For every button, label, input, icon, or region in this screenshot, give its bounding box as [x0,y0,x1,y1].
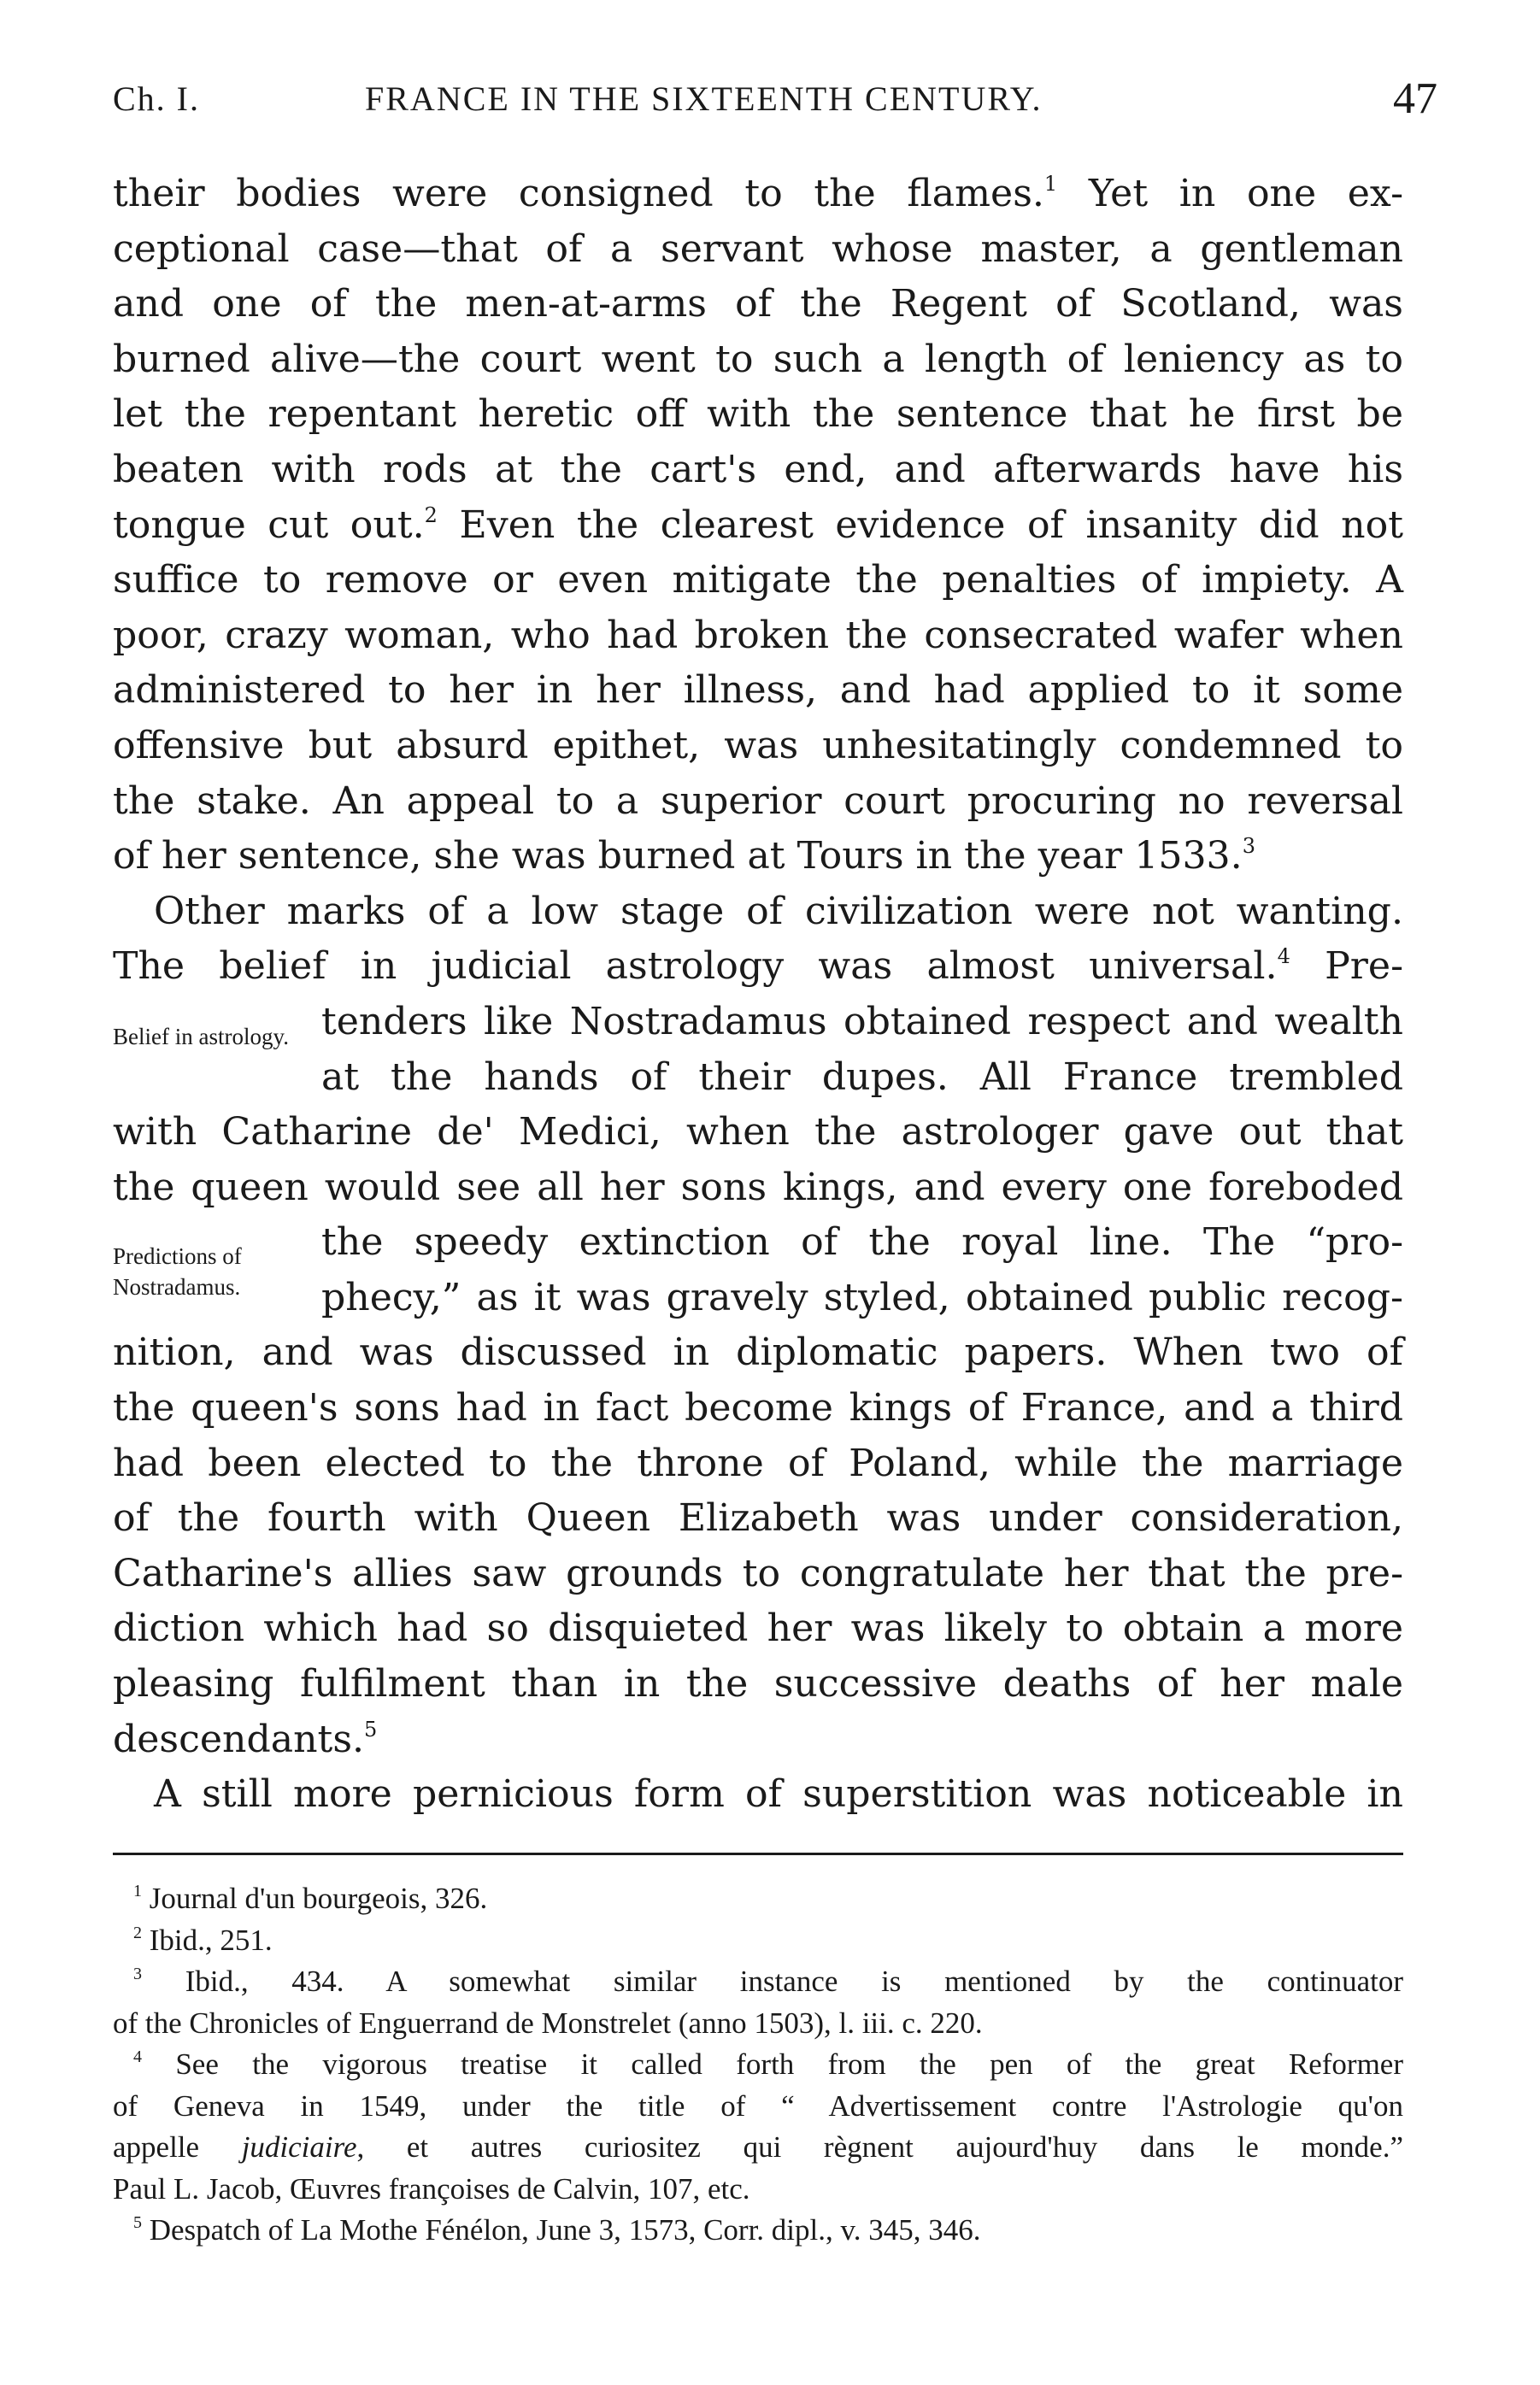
text-line: and one of the men-at-arms of the Regent of Scotland, was [113,282,1403,326]
text-line: at the hands of their dupes. All France trembled [321,1054,1403,1099]
text-line: The belief in judicial astrology was almost universal.$^4$ Pre- [113,944,1403,989]
text-line: administered to her in her illness, and had applied to it some [113,668,1403,713]
footnote-divider [113,1853,1403,1855]
text-line: nition, and was discussed in diplomatic papers. When two of [113,1331,1403,1375]
text-line: descendants.$^5$ [113,1717,378,1761]
text-line: ceptional case—that of a servant whose master, a gentleman [113,226,1403,271]
running-header [113,74,1437,130]
text-line: offensive but absurd epithet, was unhesitatingly condemned to [113,723,1403,767]
text-line: the queen would see all her sons kings, and every one foreboded [113,1165,1403,1209]
text-line: A still more pernicious form of superstition was noticeable in [154,1772,1403,1817]
text-line: beaten with rods at the cart's end, and afterwards have his [113,447,1403,491]
margin-note-belief-in-astrology: Belief in astrology. [113,1024,289,1049]
text-line: diction which had so disquieted her was likely to obtain a more [113,1607,1403,1651]
footnote-5: $^5$ Despatch of La Mothe Fénélon, June 3, 1573, Corr. dipl., v. 345, 346. [133,2213,981,2247]
chapter-label: Ch. I. [113,79,200,118]
text-line: the speedy extinction of the royal line. The “pro- [321,1220,1403,1265]
text-line: the queen's sons had in fact become kings of France, and a third [113,1386,1403,1430]
footnote-3: $^3$ Ibid., 434. A somewhat similar instance is mentioned by the continuator of the Chronicles of Enguerrand de Monstrelet (anno 1503), l. iii. c. 220. [113,1965,1403,2040]
body-text [113,167,1403,1823]
footnotes [113,1878,1403,2252]
text-line: of the fourth with Queen Elizabeth was under consideration, [113,1496,1403,1541]
text-line: burned alive—the court went to such a length of leniency as to [113,337,1403,381]
text-line: their bodies were consigned to the flames.$^1$ Yet in one ex- [113,172,1404,215]
text-line: suffice to remove or even mitigate the penalties of impiety. A [113,558,1403,602]
text-line: Catharine's allies saw grounds to congratulate her that the pre- [113,1551,1403,1595]
text-line: phecy,” as it was gravely styled, obtained public recog- [321,1275,1403,1319]
page-number: 47 [1393,74,1437,123]
footnote-2: $^2$ Ibid., 251. [133,1923,273,1957]
footnote-1: $^1$ Journal d'un bourgeois, 326. [133,1882,488,1915]
running-title: FRANCE IN THE SIXTEENTH CENTURY. [365,79,1043,118]
margin-note-predictions-of-nostradamus: Predictions of Nostradamus. [113,1243,242,1300]
text-line: had been elected to the throne of Poland, while the marriage [113,1441,1403,1485]
text-line: Other marks of a low stage of civilization were not wanting. [154,889,1403,933]
text-line: let the repentant heretic off with the sentence that he first be [113,392,1403,437]
text-line: poor, crazy woman, who had broken the consecrated wafer when [113,613,1403,657]
text-line: the stake. An appeal to a superior court procuring no reversal [113,778,1403,823]
footnote-4: $^4$ See the vigorous treatise it called forth from the pen of the great Reformer of Geneva in 1549, under the title of “ Advertissement contre l'Astrologie qu'on appelle judiciaire, et autres curiositez qui règnent aujourd'huy dans le monde.” Paul L. Jacob, Œuvres françoises de Calvin, 107, etc. [113,2047,1404,2206]
text-line: pleasing fulfilment than in the successive deaths of her male [113,1662,1403,1707]
text-line: of her sentence, she was burned at Tours in the year 1533.$^3$ [113,834,1255,878]
text-line: with Catharine de' Medici, when the astrologer gave out that [113,1110,1403,1154]
text-line: tongue cut out.$^2$ Even the clearest evidence of insanity did not [113,502,1403,547]
text-line: tenders like Nostradamus obtained respect and wealth [321,999,1403,1043]
